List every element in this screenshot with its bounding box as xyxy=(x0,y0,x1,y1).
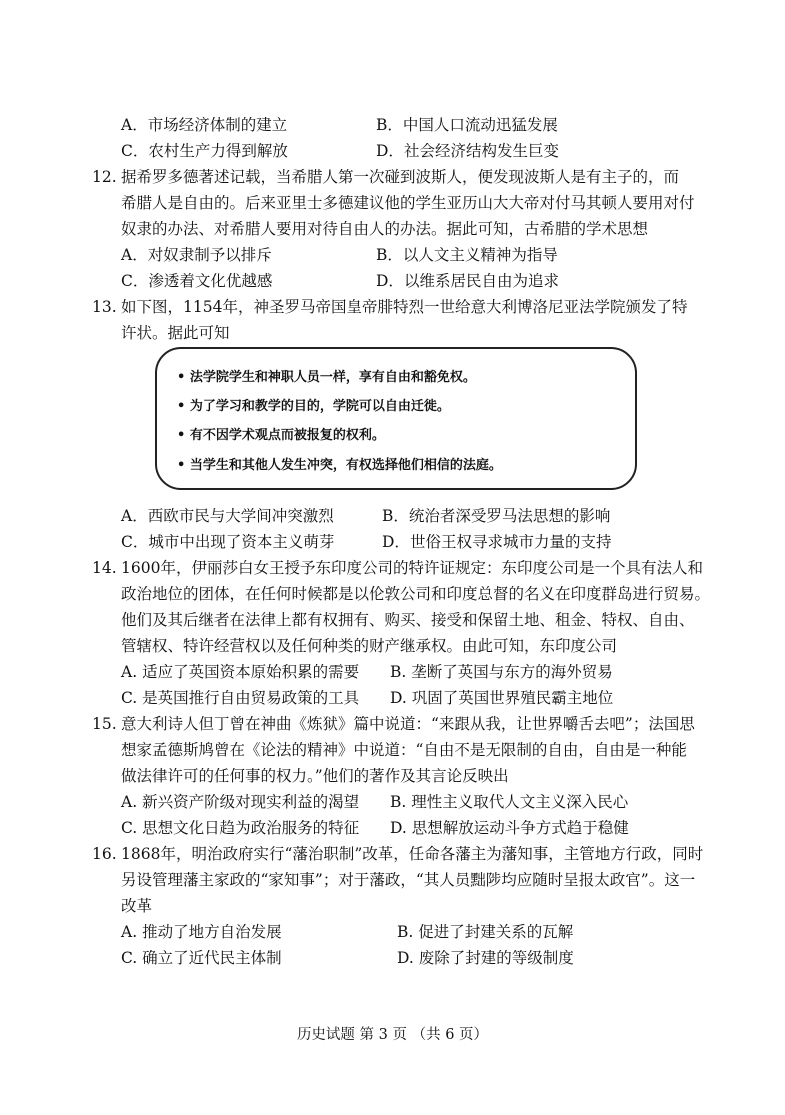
q15-option-a[interactable] xyxy=(121,792,359,812)
q13-stem-line: 如下图，1154年，神圣罗马帝国皇帝腓特烈一世给意大利博洛尼亚法学院颁发了特 xyxy=(121,298,688,316)
option-text: 适应了英国资本原始积累的需要 xyxy=(142,663,360,681)
q15-option-b[interactable] xyxy=(390,792,628,812)
option-text: 统治者深受罗马法思想的影响 xyxy=(408,507,611,525)
q14-option-c[interactable] xyxy=(121,688,359,708)
option-key: A． xyxy=(121,116,148,134)
option-key: B. xyxy=(397,923,414,941)
option-text: 垄断了英国与东方的海外贸易 xyxy=(411,663,613,681)
q13-option-c[interactable] xyxy=(121,532,334,552)
q12-option-a[interactable] xyxy=(121,245,272,265)
q14-option-b[interactable] xyxy=(390,662,613,682)
charter-item: • 当学生和其他人发生冲突，有权选择他们相信的法庭。 xyxy=(177,458,502,473)
q16-option-c[interactable] xyxy=(121,948,282,968)
option-key: D. xyxy=(390,819,407,837)
q13-number: 13. xyxy=(92,298,117,316)
option-text: 对奴隶制予以排斥 xyxy=(147,246,272,264)
q15-stem-line: 意大利诗人但丁曾在神曲《炼狱》篇中说道：“来跟从我，让世界嚼舌去吧”；法国思 xyxy=(121,715,695,733)
q13-option-d[interactable] xyxy=(382,532,611,552)
q14-stem-line: 管辖权、特许经营权以及任何种类的财产继承权。由此可知，东印度公司 xyxy=(121,637,618,655)
q12-option-b[interactable] xyxy=(376,245,558,265)
q16-option-a[interactable] xyxy=(121,922,282,942)
option-key: B. xyxy=(390,793,407,811)
option-text: 市场经济体制的建立 xyxy=(147,116,288,134)
q16-stem-line: 1868年，明治政府实行“藩治职制”改革，任命各藩主为藩知事，主管地方行政，同时 xyxy=(121,845,704,863)
q15-number: 15. xyxy=(92,715,117,733)
option-key: D． xyxy=(376,272,404,290)
q13-option-b[interactable] xyxy=(382,506,610,526)
q12-stem-line: 据希罗多德著述记载，当希腊人第一次碰到波斯人，便发现波斯人是有主子的，而 xyxy=(121,168,680,186)
option-text: 农村生产力得到解放 xyxy=(148,142,288,160)
q11-option-b[interactable] xyxy=(376,115,558,135)
q11-option-c[interactable] xyxy=(121,141,288,161)
charter-box xyxy=(155,347,637,490)
option-key: C． xyxy=(121,533,149,551)
q15-option-c[interactable] xyxy=(121,818,359,838)
option-key: C. xyxy=(121,689,138,707)
q13-stem-line: 许状。据此可知 xyxy=(121,324,230,342)
q16-stem-line: 另设管理藩主家政的“家知事”；对于藩政，“其人员黜陟均应随时呈报太政官”。这一 xyxy=(121,871,696,889)
option-key: A． xyxy=(121,246,148,264)
option-key: C． xyxy=(121,142,149,160)
q16-number: 16. xyxy=(92,845,117,863)
option-text: 世俗王权寻求城市力量的支持 xyxy=(409,533,612,551)
option-key: D. xyxy=(390,689,407,707)
option-key: D． xyxy=(376,142,404,160)
q14-stem-line: 1600年，伊丽莎白女王授予东印度公司的特许证规定：东印度公司是一个具有法人和 xyxy=(121,559,703,577)
option-text: 城市中出现了资本主义萌芽 xyxy=(148,533,335,551)
option-text: 以人文主义精神为指导 xyxy=(402,246,558,264)
q16-option-d[interactable] xyxy=(397,948,574,968)
option-key: A. xyxy=(121,923,138,941)
q13-option-a[interactable] xyxy=(121,506,334,526)
option-text: 是英国推行自由贸易政策的工具 xyxy=(142,689,360,707)
charter-item: • 为了学习和教学的目的，学院可以自由迁徙。 xyxy=(177,399,450,414)
option-text: 社会经济结构发生巨变 xyxy=(403,142,559,160)
q14-option-d[interactable] xyxy=(390,688,613,708)
option-text: 巩固了英国世界殖民霸主地位 xyxy=(411,689,614,707)
option-key: A. xyxy=(121,663,138,681)
option-key: D. xyxy=(397,949,414,967)
q15-option-d[interactable] xyxy=(390,818,629,838)
q12-stem-line: 希腊人是自由的。后来亚里士多德建议他的学生亚历山大大帝对付马其顿人要用对付 xyxy=(121,194,695,212)
option-text: 确立了近代民主体制 xyxy=(142,949,282,967)
q11-option-a[interactable] xyxy=(121,115,287,135)
option-key: B. xyxy=(390,663,407,681)
charter-item: • 有不因学术观点而被报复的权利。 xyxy=(177,428,385,443)
q14-option-a[interactable] xyxy=(121,662,359,682)
option-key: A． xyxy=(121,507,148,525)
option-text: 理性主义取代人文主义深入民心 xyxy=(411,793,629,811)
option-text: 以维系居民自由为追求 xyxy=(403,272,559,290)
q12-number: 12. xyxy=(92,168,117,186)
q16-stem-line: 改革 xyxy=(121,897,153,915)
option-text: 推动了地方自治发展 xyxy=(142,923,282,941)
option-text: 中国人口流动迅猛发展 xyxy=(402,116,558,134)
option-text: 新兴资产阶级对现实利益的渴望 xyxy=(142,793,360,811)
option-text: 促进了封建关系的瓦解 xyxy=(418,923,574,941)
option-text: 渗透着文化优越感 xyxy=(148,272,273,290)
option-key: A. xyxy=(121,793,138,811)
option-key: B． xyxy=(376,246,403,264)
q14-number: 14. xyxy=(92,559,117,577)
q14-stem-line: 政治地位的团体，在任何时候都是以伦敦公司和印度总督的名义在印度群岛进行贸易。 xyxy=(121,585,711,603)
option-key: D． xyxy=(382,533,410,551)
option-key: B． xyxy=(376,116,403,134)
option-key: B． xyxy=(382,507,409,525)
q14-stem-line: 他们及其后继者在法律上都有权拥有、购买、接受和保留土地、租金、特权、自由、 xyxy=(121,611,695,629)
q15-stem-line: 做法律许可的任何事的权力。”他们的著作及其言论反映出 xyxy=(121,767,509,785)
page-footer: 历史试题 第 3 页 （共 6 页） xyxy=(296,1027,489,1043)
option-key: C． xyxy=(121,272,149,290)
option-text: 思想解放运动斗争方式趋于稳健 xyxy=(411,819,629,837)
q15-stem-line: 想家孟德斯鸠曾在《论法的精神》中说道：“自由不是无限制的自由，自由是一种能 xyxy=(121,741,687,759)
q12-option-c[interactable] xyxy=(121,271,272,291)
option-text: 废除了封建的等级制度 xyxy=(418,949,574,967)
option-key: C. xyxy=(121,949,138,967)
option-text: 西欧市民与大学间冲突激烈 xyxy=(147,507,334,525)
q16-option-b[interactable] xyxy=(397,922,573,942)
option-text: 思想文化日趋为政治服务的特征 xyxy=(142,819,360,837)
q11-option-d[interactable] xyxy=(376,141,559,161)
q12-option-d[interactable] xyxy=(376,271,559,291)
charter-item: • 法学院学生和神职人员一样，享有自由和豁免权。 xyxy=(177,370,476,385)
q12-stem-line: 奴隶的办法、对希腊人要用对待自由人的办法。据此可知，古希腊的学术思想 xyxy=(121,220,649,238)
option-key: C. xyxy=(121,819,138,837)
